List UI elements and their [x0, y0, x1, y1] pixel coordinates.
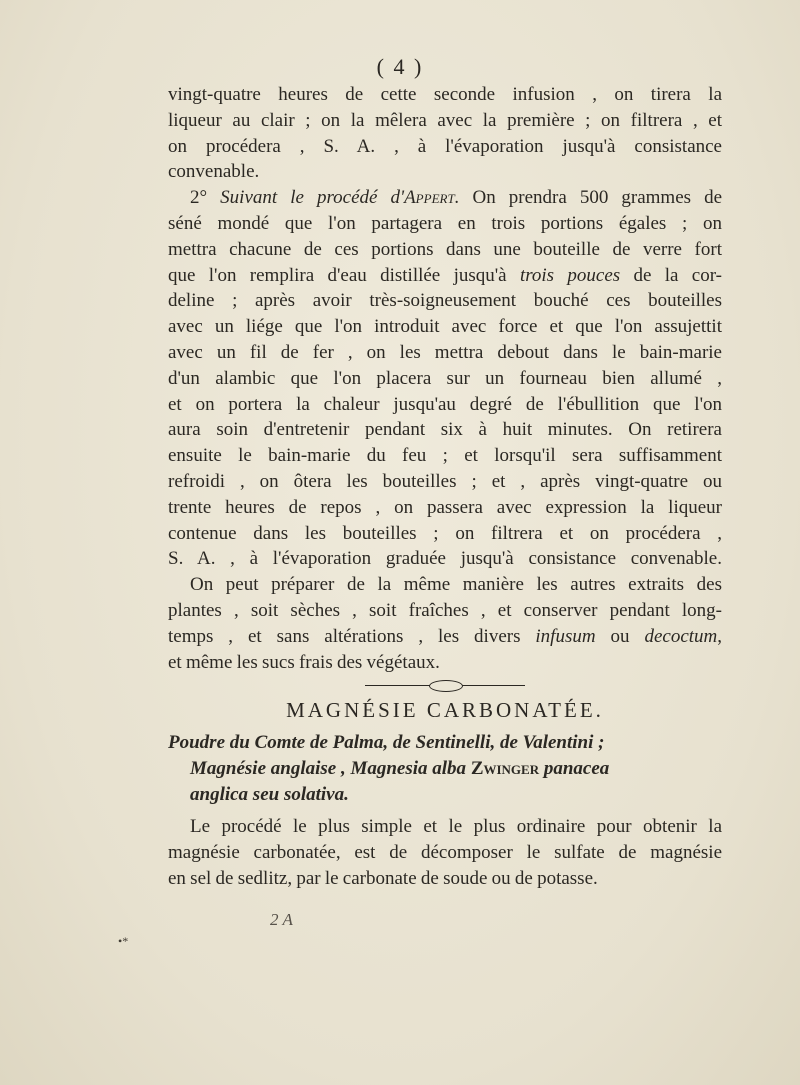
synonym-text: Magnésie anglaise , Magnesia alba [190, 758, 467, 780]
synonym-line: anglica seu solativa. [190, 784, 349, 806]
text-line: ensuite le bain-marie du feu ; et lorsqu'il sera suffisamment [168, 445, 722, 467]
latin-term: infusum [535, 625, 596, 647]
text-line: S. A. , à l'évaporation graduée jusqu'à consistance convenable. [168, 548, 722, 570]
method-heading: Suivant le procédé d' [220, 187, 405, 209]
page-number: ( 4 ) [376, 54, 424, 79]
text-line: et on portera la chaleur jusqu'au degré de l'ébullition que l'on [168, 393, 722, 415]
text-line: en sel de sedlitz, par le carbonate de soude ou de potasse. [168, 867, 598, 889]
author-name: Zwinger [470, 758, 540, 780]
ornament-icon [429, 680, 463, 692]
text-line: avec un fil de fer , on les mettra debout dans le bain-marie [168, 341, 722, 363]
method-heading-end: . [454, 187, 460, 209]
text-line: on procédera , S. A. , à l'évaporation jusqu'à consistance [168, 135, 722, 157]
text-fragment: ou [610, 625, 630, 647]
text-line: trente heures de repos , on passera avec expression la liqueur [168, 496, 722, 518]
method-heading-name: Appert [404, 187, 455, 209]
text-fragment: , [717, 625, 723, 647]
text-line: convenable. [168, 161, 260, 183]
paragraph-number: 2° [190, 187, 208, 209]
text-fragment: temps , et sans altérations , les divers [168, 625, 521, 647]
marginal-mark: •* [118, 934, 129, 948]
synonyms-block [168, 730, 722, 808]
text-line: liqueur au clair ; on la mêlera avec la première ; on filtrera , et [168, 109, 722, 131]
text-line: séné mondé que l'on partagera en trois portions égales ; on [168, 212, 722, 234]
emphasis-text: trois pouces [519, 264, 621, 286]
text-line: plantes , soit sèches , soit fraîches , et conserver pendant long- [168, 599, 722, 621]
text-fragment: que l'on remplira d'eau distillée jusqu'à [168, 264, 507, 286]
text-fragment: de la cor- [633, 264, 723, 286]
text-line: et même les sucs frais des végétaux. [168, 651, 440, 673]
paragraph-appert-method [168, 185, 722, 572]
text-fragment: On prendra 500 grammes de [472, 187, 723, 209]
text-line: d'un alambic que l'on placera sur un fourneau bien allumé , [168, 367, 722, 389]
text-line: deline ; après avoir très-soigneusement bouché ces bouteilles [168, 290, 722, 312]
text-line: refroidi , on ôtera les bouteilles ; et , après vingt-quatre ou [168, 470, 722, 492]
paragraph-other-extracts [168, 572, 722, 675]
text-line: contenue dans les bouteilles ; on filtrera et on procédera , [168, 522, 722, 544]
text-line: mettra chacune de ces portions dans une bouteille de verre fort [168, 238, 722, 260]
text-line [168, 624, 722, 650]
synonym-line: Poudre du Comte de Palma, de Sentinelli, de Valentini ; [168, 732, 605, 754]
paragraph-continuation [168, 82, 722, 185]
paragraph-procedure [168, 814, 722, 891]
latin-term: decoctum [644, 625, 718, 647]
text-line: On peut préparer de la même manière les autres extraits des [190, 574, 722, 596]
text-block [168, 82, 722, 892]
text-line: Le procédé le plus simple et le plus ordinaire pour obtenir la [190, 816, 722, 838]
text-line: vingt-quatre heures de cette seconde infusion , on tirera la [168, 84, 722, 105]
synonym-text: panacea [543, 758, 610, 780]
text-line [168, 263, 722, 289]
text-line: aura soin d'entretenir pendant six à huit minutes. On retirera [168, 419, 722, 441]
section-title: MAGNÉSIE CARBONATÉE. [286, 698, 604, 723]
ornamental-rule [365, 683, 525, 688]
text-line: avec un liége que l'on introduit avec force et que l'on assujettit [168, 316, 722, 338]
text-line [168, 185, 722, 211]
text-line: magnésie carbonatée, est de décomposer le sulfate de magnésie [168, 841, 722, 863]
signature-mark: 2 A [270, 910, 293, 929]
synonym-line [168, 756, 722, 782]
